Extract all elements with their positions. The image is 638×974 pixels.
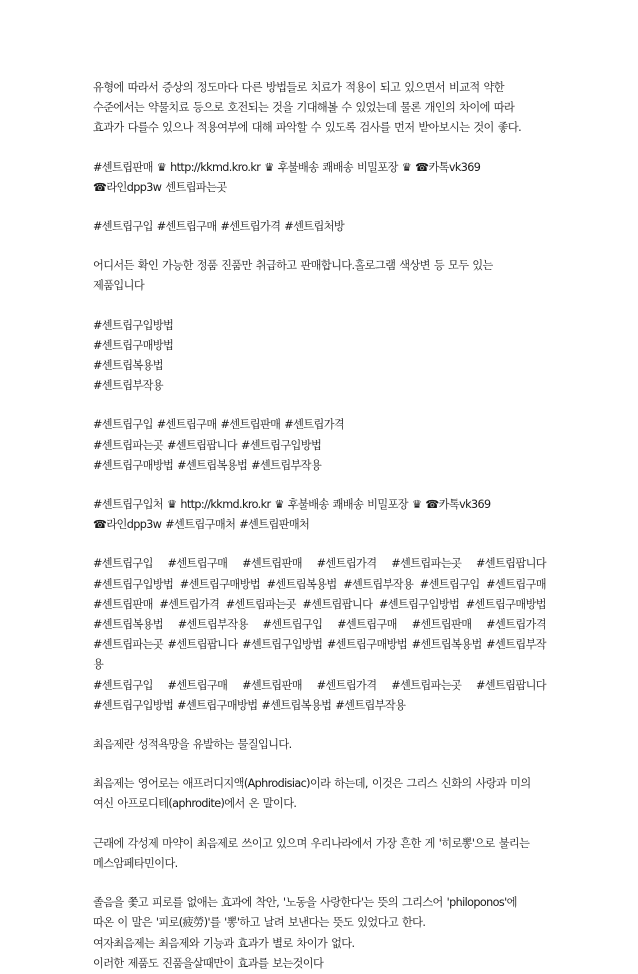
text-line: #센트립구입 #센트립구매 #센트립판매 #센트립가격 #센트립파는곳 #센트립팝니다 <box>93 557 546 571</box>
text-line: #센트립구입처 ♛ http://kkmd.kro.kr ♛ 후불배송 쾌배송 비밀포장 ♛ ☎카톡vk369 <box>93 498 491 512</box>
aphro-recent-paragraph <box>93 834 546 874</box>
text-line: 최음제란 성적욕망을 유발하는 물질입니다. <box>93 738 292 752</box>
text-line: ☎라인dpp3w #센트립구매처 #센트립판매처 <box>93 518 310 532</box>
text-line: #센트립구입 #센트립구매 #센트립가격 #센트립처방 <box>93 220 345 234</box>
text-line: 최음제는 영어로는 애프러디지액(Aphrodisiac)이라 하는데, 이것은 그리스 신화의 사랑과 미의 <box>93 777 531 791</box>
text-line: #센트립구입 #센트립구매 #센트립판매 #센트립가격 #센트립파는곳 #센트립팝니다 <box>93 678 546 692</box>
tags-paragraph-1 <box>93 217 546 237</box>
text-line: #센트립판매 #센트립가격 #센트립파는곳 #센트립팝니다 #센트립구입방법 #센트립구매방법 <box>93 597 546 611</box>
list-item: #센트립구입방법 <box>93 318 174 332</box>
contact-paragraph-2 <box>93 495 546 535</box>
aphro-definition-paragraph <box>93 774 546 814</box>
text-line: 유형에 따라서 증상의 정도마다 다른 방법들로 치료가 적용이 되고 있으면서 비교적 약한 <box>93 81 504 94</box>
list-item: #센트립구매방법 <box>93 338 174 352</box>
tags-list <box>93 316 546 397</box>
aphro-origin-paragraph <box>93 893 546 974</box>
contact-paragraph-1 <box>93 158 546 198</box>
text-line: #센트립판매 ♛ http://kkmd.kro.kr ♛ 후불배송 쾌배송 비밀포장 ♛ ☎카톡vk369 <box>93 160 481 174</box>
text-line: 여자최음제는 최음제와 기능과 효과가 별로 차이가 없다. <box>93 936 355 950</box>
text-line: 제품입니다 <box>93 279 145 293</box>
text-line: 근래에 각성제 마약이 최음제로 쓰이고 있으며 우리나라에서 가장 흔한 게 '히로뽕'으로 불리는 <box>93 836 530 850</box>
list-item: #센트립복용법 <box>93 359 164 373</box>
aphro-intro-paragraph <box>93 735 546 755</box>
text-line: #센트립구매방법 #센트립복용법 #센트립부작용 <box>93 458 322 472</box>
tags-grid <box>93 554 546 716</box>
text-line: 메스암페타민이다. <box>93 856 178 870</box>
text-line: ☎라인dpp3w 센트립파는곳 <box>93 180 227 194</box>
text-line: 어디서든 확인 가능한 정품 진품만 취급하고 판매합니다.홀로그램 색상변 등 모두 있는 <box>93 259 493 273</box>
text-line: #센트립구입 #센트립구매 #센트립판매 #센트립가격 <box>93 418 345 432</box>
text-line: 따온 이 말은 '피로(疲勞)'를 '뽕'하고 날려 보낸다는 뜻도 있었다고 한다. <box>93 916 426 930</box>
text-line: #센트립파는곳 #센트립팝니다 #센트립구입방법 <box>93 438 322 452</box>
intro-paragraph <box>93 78 546 139</box>
text-line: 여신 아프로디테(aphrodite)에서 온 말이다. <box>93 797 297 811</box>
verify-paragraph <box>93 256 546 296</box>
text-line: #센트립구입방법 #센트립구매방법 #센트립복용법 #센트립부작용 #센트립구입 #센트립구매 <box>93 577 546 591</box>
text-line: #센트립파는곳 #센트립팝니다 #센트립구입방법 #센트립구매방법 #센트립복용법 #센트립부작용 <box>93 638 546 672</box>
list-item: #센트립부작용 <box>93 379 164 393</box>
text-line: #센트립구입방법 #센트립구매방법 #센트립복용법 #센트립부작용 <box>93 698 406 712</box>
tags-block <box>93 415 546 476</box>
text-line: 이러한 제품도 진품을살때만이 효과를 보는것이다 <box>93 956 324 970</box>
text-line: 수준에서는 약물치료 등으로 호전되는 것을 기대해볼 수 있었는데 물론 개인의 차이에 따라 <box>93 101 515 115</box>
text-line: 졸음을 쫓고 피로를 없애는 효과에 착안, '노동을 사랑한다'는 뜻의 그리스어 'philoponos'에 <box>93 896 517 910</box>
text-line: 효과가 다를수 있으나 적용여부에 대해 파악할 수 있도록 검사를 먼저 받아보시는 것이 좋다. <box>93 121 522 135</box>
text-line: #센트립복용법 #센트립부작용 #센트립구입 #센트립구매 #센트립판매 #센트립가격 <box>93 618 546 632</box>
